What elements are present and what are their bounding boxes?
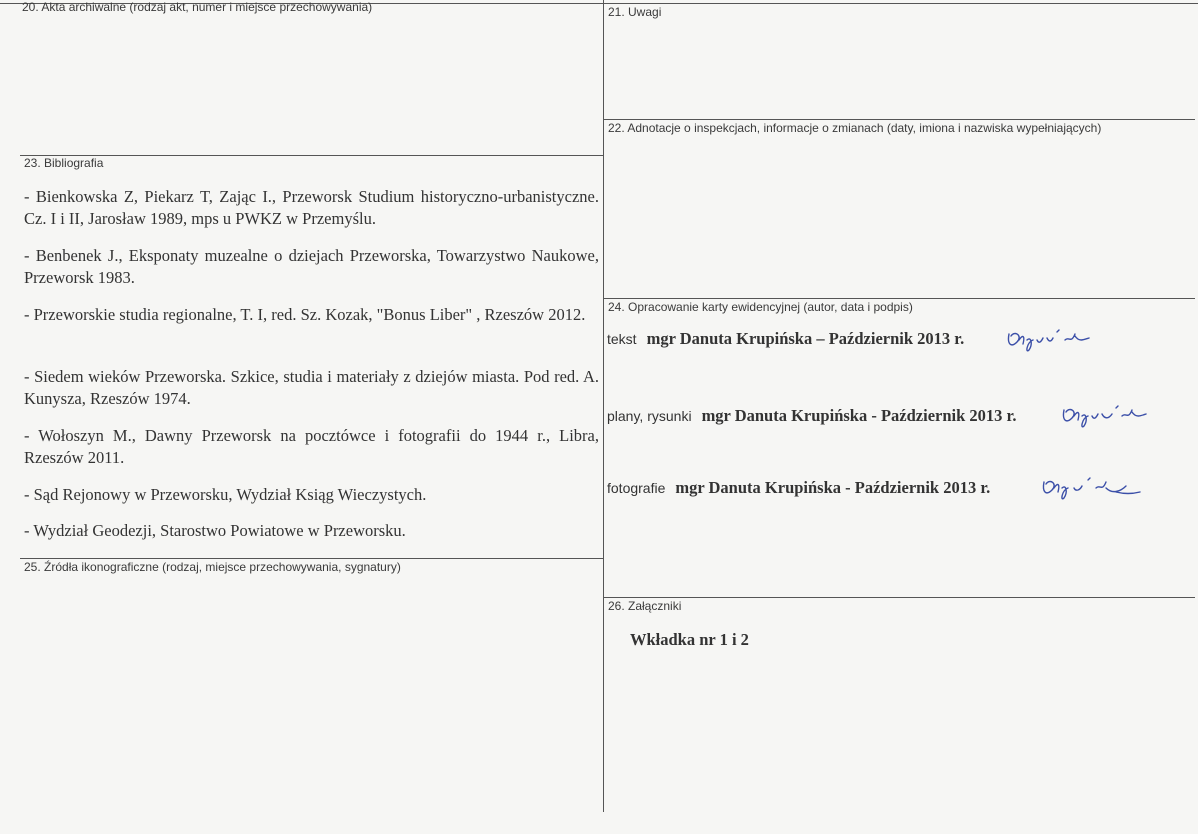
signature-image xyxy=(1005,326,1115,356)
author-kind: plany, rysunki xyxy=(607,408,692,424)
attachments-text: Wkładka nr 1 i 2 xyxy=(630,630,749,649)
bibliography-item-6: - Sąd Rejonowy w Przeworsku, Wydział Ksiąg Wieczystych. xyxy=(24,485,427,504)
section-20-label: 20. Akta archiwalne (rodzaj akt, numer i miejsce przechowywania) xyxy=(22,0,373,14)
bibliography-item-2: - Benbenek J., Eksponaty muzealne o dziejach Przeworska, Towarzystwo Naukowe, Przeworsk 1983. xyxy=(24,246,599,287)
section-23-label: 23. Bibliografia xyxy=(24,156,104,170)
author-kind: tekst xyxy=(607,331,637,347)
signature-image xyxy=(1040,474,1150,504)
author-row-text xyxy=(607,329,964,349)
author-row-drawings xyxy=(607,406,1016,426)
rule-s25 xyxy=(20,558,603,559)
center-divider xyxy=(603,0,604,812)
author-kind: fotografie xyxy=(607,480,666,496)
bibliography-item-1: - Bienkowska Z, Piekarz T, Zając I., Przeworsk Studium historyczno-urbanistyczne. Cz. I i II, Jarosław 1989, mps u PWKZ w Przemyślu. xyxy=(24,187,599,228)
author-name-date: mgr Danuta Krupińska – Październik 2013 r. xyxy=(646,329,965,348)
bibliography-item-5: - Wołoszyn M., Dawny Przeworsk na pocztówce i fotografii do 1944 r., Libra, Rzeszów 2011. xyxy=(24,426,599,467)
author-row-photos xyxy=(607,478,990,498)
bibliography-item-4: - Siedem wieków Przeworska. Szkice, studia i materiały z dziejów miasta. Pod red. A. Kunysza, Rzeszów 1974. xyxy=(24,367,599,408)
rule-s26 xyxy=(603,597,1195,598)
section-26-label: 26. Załączniki xyxy=(608,599,682,613)
rule-s23 xyxy=(20,155,603,156)
signature-image xyxy=(1060,402,1170,432)
author-name-date: mgr Danuta Krupińska - Październik 2013 r. xyxy=(701,406,1017,425)
rule-s22 xyxy=(603,119,1195,120)
bibliography-item-7: - Wydział Geodezji, Starostwo Powiatowe w Przeworsku. xyxy=(24,521,406,540)
section-21-label: 21. Uwagi xyxy=(608,5,662,19)
section-25-label: 25. Źródła ikonograficzne (rodzaj, miejsce przechowywania, sygnatury) xyxy=(24,560,401,574)
section-24-label: 24. Opracowanie karty ewidencyjnej (autor, data i podpis) xyxy=(608,300,913,314)
author-name-date: mgr Danuta Krupińska - Październik 2013 r. xyxy=(675,478,991,497)
section-22-label: 22. Adnotacje o inspekcjach, informacje o zmianach (daty, imiona i nazwiska wypełniających) xyxy=(608,121,1102,135)
bibliography-item-3: - Przeworskie studia regionalne, T. I, red. Sz. Kozak, "Bonus Liber" , Rzeszów 2012. xyxy=(24,305,586,324)
rule-s24 xyxy=(603,298,1195,299)
